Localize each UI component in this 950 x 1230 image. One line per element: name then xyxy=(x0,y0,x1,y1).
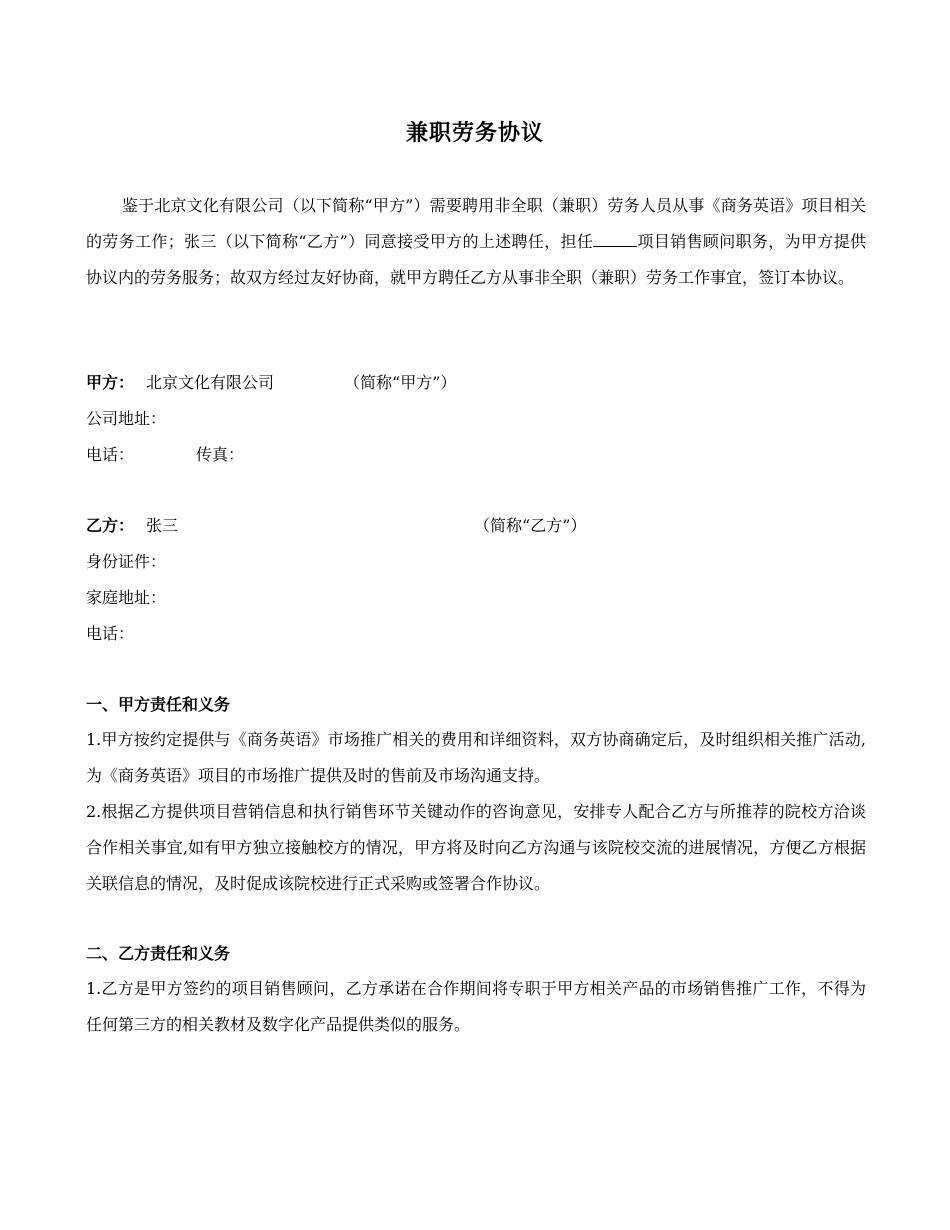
preamble-text-2: 项目销售顾问职务，为甲方提供协议内的劳务服务；故双方经过友好协商，就甲方聘任乙方从事非全职（兼职）劳务工作事宜，签订本协议。 xyxy=(86,232,866,287)
preamble-text-1: 鉴于北京文化有限公司（以下简称“甲方”）需要聘用非全职（兼职）劳务人员从事《商务英语》项目相关的劳务工作；张三（以下简称“乙方”）同意接受甲方的上述聘任，担任 xyxy=(86,196,866,251)
party-a-address-line xyxy=(86,407,166,431)
party-a-line xyxy=(86,371,456,395)
position-blank xyxy=(593,232,637,247)
party-b-id-line xyxy=(86,550,166,574)
party-a-contact-line xyxy=(86,443,244,467)
party-b-name: 张三 xyxy=(146,516,179,535)
party-b-phone-line xyxy=(86,622,134,646)
party-a-fax-label: 传真： xyxy=(196,445,245,464)
party-b-id-label: 身份证件： xyxy=(86,552,167,571)
section-1-clause-1: 1.甲方按约定提供与《商务英语》市场推广相关的费用和详细资料，双方协商确定后，及时组织相关推广活动,为《商务英语》项目的市场推广提供及时的售前及市场沟通支持。 xyxy=(86,730,866,785)
document-title: 兼职劳务协议 xyxy=(405,120,544,146)
party-a-label: 甲方： xyxy=(86,373,135,392)
preamble-paragraph xyxy=(86,188,866,296)
party-a-address-label: 公司地址： xyxy=(86,409,167,428)
party-a-phone-label: 电话： xyxy=(86,445,135,464)
section-2-clause-1: 1.乙方是甲方签约的项目销售顾问，乙方承诺在合作期间将专职于甲方相关产品的市场销售推广工作，不得为任何第三方的相关教材及数字化产品提供类似的服务。 xyxy=(86,979,866,1034)
party-b-phone-label: 电话： xyxy=(86,624,135,643)
section-1-heading: 一、甲方责任和义务 xyxy=(86,695,231,714)
section-2-heading: 二、乙方责任和义务 xyxy=(86,944,231,963)
party-b-address-label: 家庭地址： xyxy=(86,588,167,607)
party-a-short: （简称“甲方”） xyxy=(344,373,457,392)
party-b-short: （简称“乙方”） xyxy=(474,516,587,535)
section-1-clause-2: 2.根据乙方提供项目营销信息和执行销售环节关键动作的咨询意见，安排专人配合乙方与所推荐的院校方洽谈合作相关事宜,如有甲方独立接触校方的情况，甲方将及时向乙方沟通与该院校交流的进展情况，方便乙方根据关联信息的情况，及时促成该院校进行正式采购或签署合作协议。 xyxy=(86,802,866,893)
party-b-line xyxy=(86,514,586,538)
party-b-label: 乙方： xyxy=(86,516,135,535)
party-a-name: 北京文化有限公司 xyxy=(146,373,275,392)
party-b-address-line xyxy=(86,586,166,610)
